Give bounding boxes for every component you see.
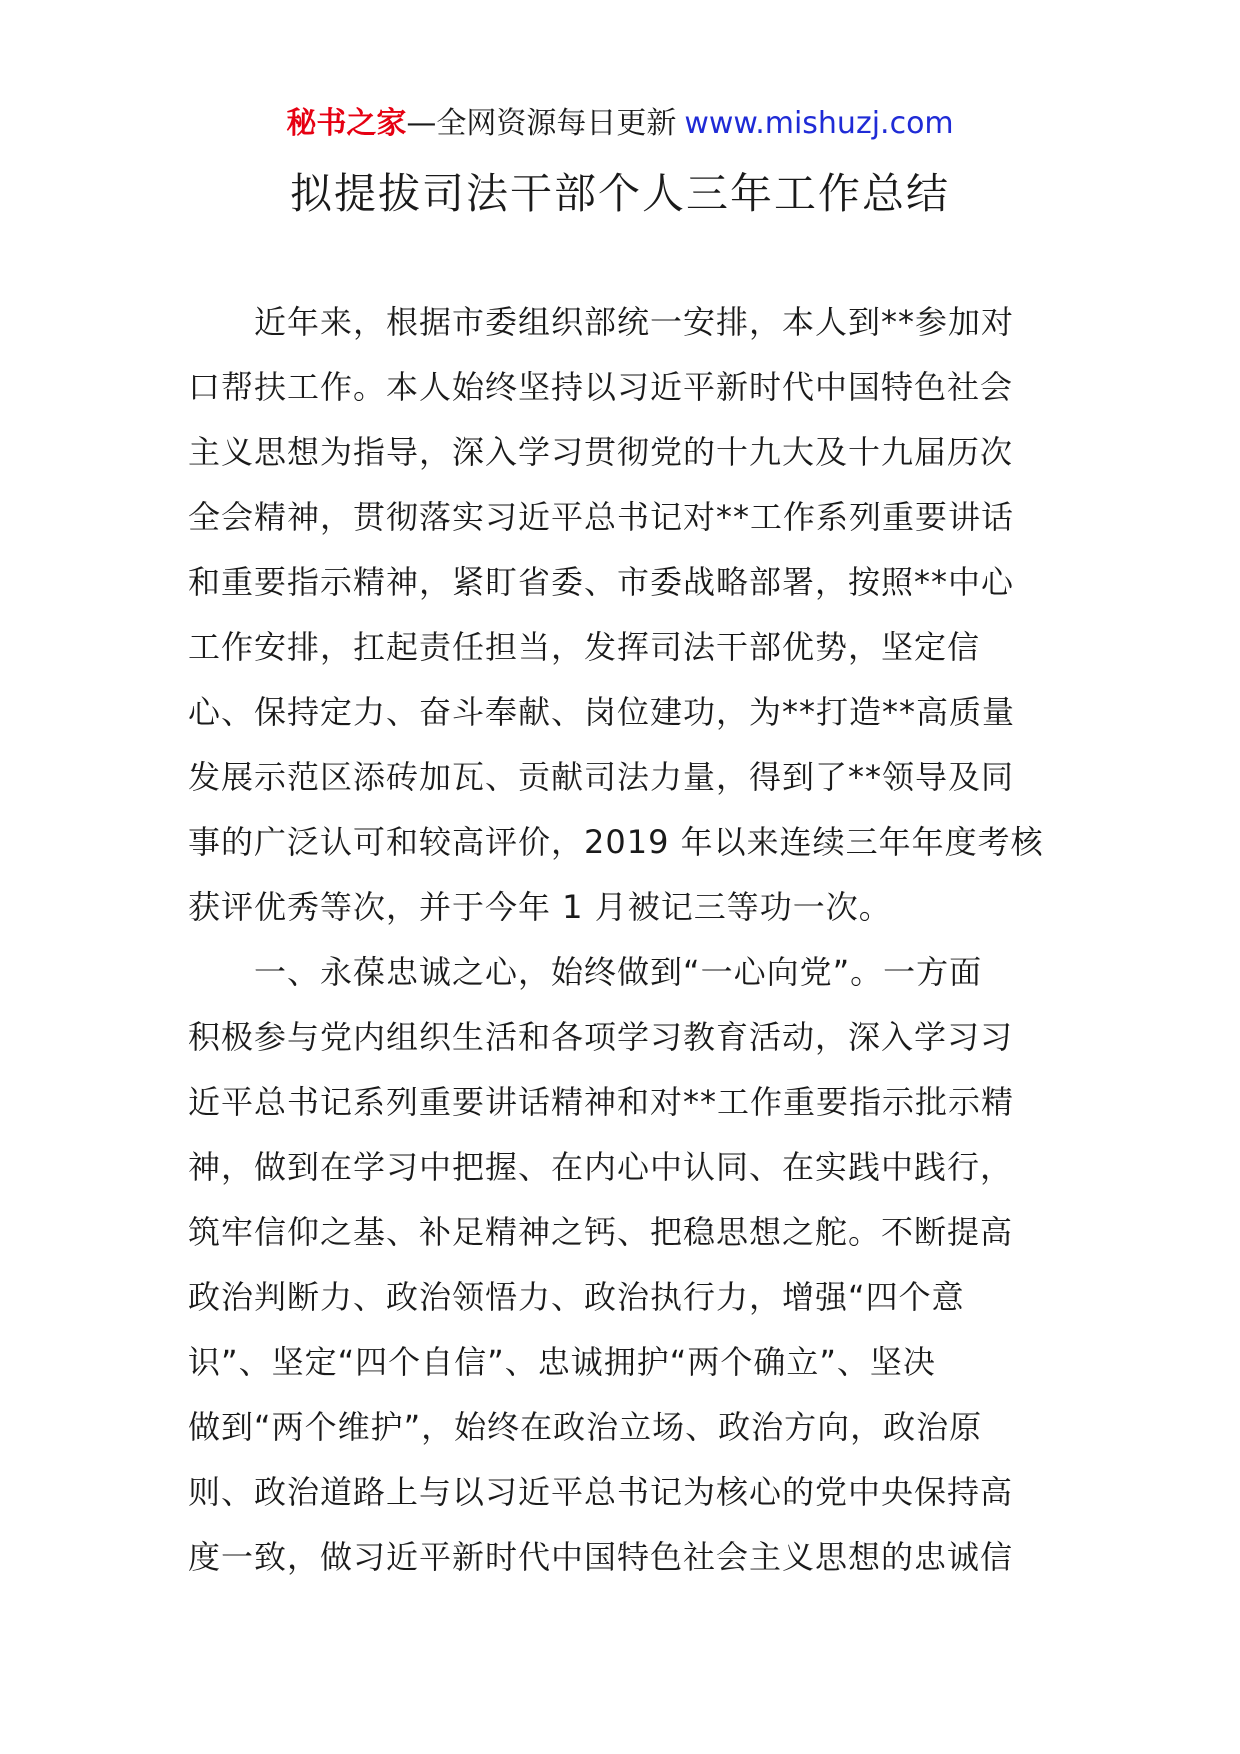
site-slogan: —全网资源每日更新 bbox=[406, 106, 677, 141]
paragraph-line: 和重要指示精神，紧盯省委、市委战略部署，按照**中心 bbox=[188, 563, 1015, 601]
section-heading-line: 一、永葆忠诚之心，始终做到“一心向党”。一方面 bbox=[254, 953, 983, 991]
document-title: 拟提拔司法干部个人三年工作总结 bbox=[289, 169, 950, 218]
paragraph-line: 近年来，根据市委组织部统一安排，本人到**参加对 bbox=[254, 303, 1015, 341]
paragraph-line: 做到“两个维护”，始终在政治立场、政治方向，政治原 bbox=[188, 1408, 983, 1446]
site-header bbox=[0, 104, 1240, 144]
paragraph-line: 识”、坚定“四个自信”、忠诚拥护“两个确立”、坚决 bbox=[188, 1343, 936, 1381]
paragraph-line: 主义思想为指导，深入学习贯彻党的十九大及十九届历次 bbox=[188, 433, 1014, 471]
paragraph-line: 政治判断力、政治领悟力、政治执行力，增强“四个意 bbox=[188, 1278, 965, 1316]
paragraph-line: 全会精神，贯彻落实习近平总书记对**工作系列重要讲话 bbox=[188, 498, 1015, 536]
paragraph-line: 心、保持定力、奋斗奉献、岗位建功，为**打造**高质量 bbox=[188, 693, 1016, 731]
site-brand: 秘书之家 bbox=[286, 106, 407, 141]
paragraph-line: 度一致，做习近平新时代中国特色社会主义思想的忠诚信 bbox=[188, 1538, 1014, 1576]
paragraph-line: 近平总书记系列重要讲话精神和对**工作重要指示批示精 bbox=[188, 1083, 1015, 1121]
paragraph-line: 事的广泛认可和较高评价，2019 年以来连续三年年度考核 bbox=[188, 823, 1044, 861]
paragraph-line: 筑牢信仰之基、补足精神之钙、把稳思想之舵。不断提高 bbox=[188, 1213, 1014, 1251]
paragraph-line: 口帮扶工作。本人始终坚持以习近平新时代中国特色社会 bbox=[188, 368, 1014, 406]
paragraph-line: 工作安排，扛起责任担当，发挥司法干部优势，坚定信 bbox=[188, 628, 981, 666]
paragraph-line: 则、政治道路上与以习近平总书记为核心的党中央保持高 bbox=[188, 1473, 1014, 1511]
document-body bbox=[188, 290, 1058, 1590]
paragraph-line: 积极参与党内组织生活和各项学习教育活动，深入学习习 bbox=[188, 1018, 1014, 1056]
paragraph-line: 发展示范区添砖加瓦、贡献司法力量，得到了**领导及同 bbox=[188, 758, 1015, 796]
site-url-link[interactable]: www.mishuzj.com bbox=[684, 106, 954, 141]
paragraph-line: 神，做到在学习中把握、在内心中认同、在实践中践行， bbox=[188, 1148, 1014, 1186]
paragraph-line: 获评优秀等次，并于今年 1 月被记三等功一次。 bbox=[188, 888, 892, 926]
